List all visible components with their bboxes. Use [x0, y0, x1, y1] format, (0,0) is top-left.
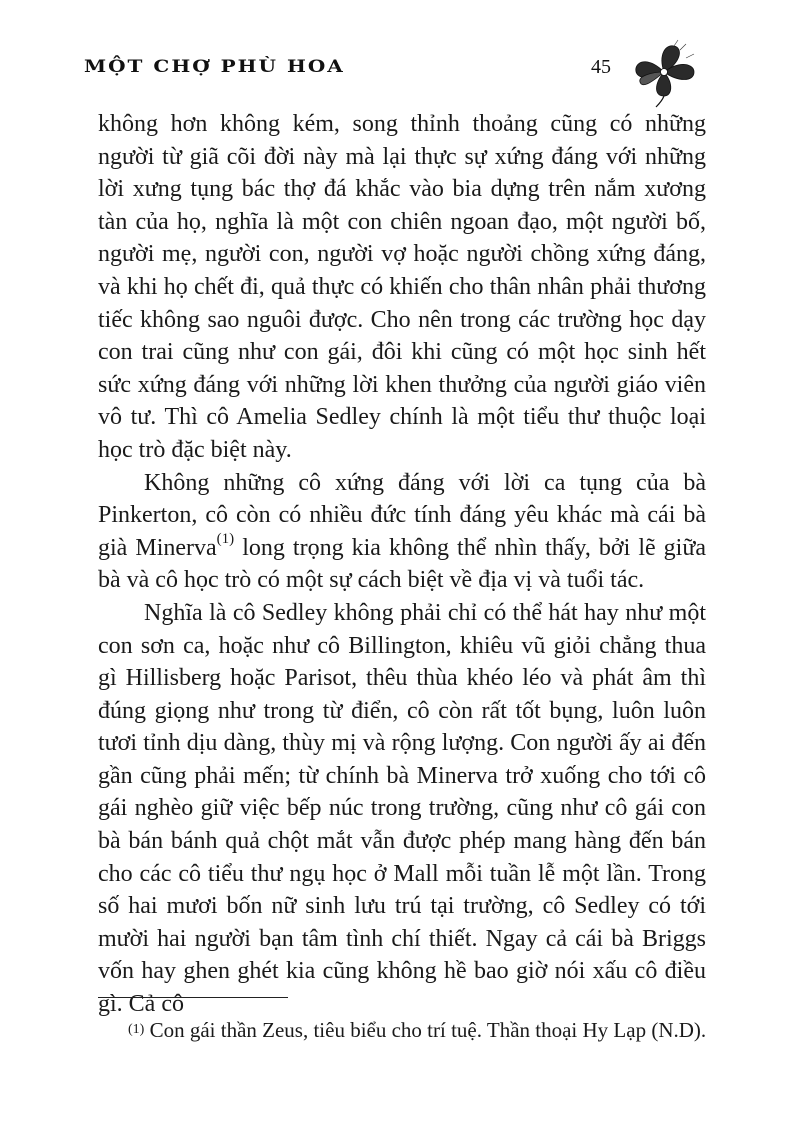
footnote-divider: [98, 997, 288, 998]
flower-ornament-icon: [628, 38, 700, 108]
footnote: [128, 1018, 728, 1043]
footnote-reference: (1): [216, 530, 235, 547]
paragraph-1: không hơn không kém, song thỉnh thoảng cũng có những người từ giã cõi đời này mà lại thực sự xứng đáng với những lời xưng tụng bác thợ đá khắc vào bia dựng trên nắm xương tàn của họ, nghĩa là một con chiên ngoan đạo, một người bố, người mẹ, người con, người vợ hoặc người chồng xứng đáng, và khi họ chết đi, quả thực có khiến cho thân nhân phải thương tiếc không sao nguôi được. Cho nên trong các trường học dạy con trai cũng như con gái, đôi khi cũng có một học sinh hết sức xứng đáng với những lời khen thưởng của người giáo viên vô tư. Thì cô Amelia Sedley chính là một tiểu thư thuộc loại học trò đặc biệt này.: [98, 111, 706, 463]
body-text: [98, 108, 706, 1021]
page-number: 45: [591, 56, 611, 78]
paragraph-2: [98, 467, 706, 597]
paragraph-3: Nghĩa là cô Sedley không phải chỉ có thể hát hay như một con sơn ca, hoặc như cô Billington, khiêu vũ giỏi chẳng thua gì Hillisberg hoặc Parisot, thêu thùa khéo léo và phát âm thì đúng giọng như trong từ điển, cô còn rất tốt bụng, luôn luôn tươi tỉnh dịu dàng, thùy mị và rộng lượng. Con người ấy ai đến gần cũng phải mến; từ chính bà Minerva trở xuống cho tới cô gái nghèo giữ việc bếp núc trong trường, cũng như cô gái con bà bán bánh quả chột mắt vẫn được phép mang hàng đến bán cho các cô tiểu thư ngụ học ở Mall mỗi tuần lễ một lần. Trong số hai mươi bốn nữ sinh lưu trú tại trường, cô Sedley có tới mười hai người bạn tâm tình chí thiết. Ngay cả cái bà Briggs vốn hay ghen ghét kia cũng không hề bao giờ nói xấu cô điều gì. Cả cô: [98, 599, 706, 1018]
paragraph-2-before-note: Không những cô xứng đáng với lời ca tụng của bà Pinkerton, cô còn có nhiều đức tính đáng yêu khác mà cái bà già Minerva: [98, 469, 706, 561]
footnote-marker: (1): [128, 1022, 145, 1037]
running-title: MỘT CHỢ PHÙ HOA: [84, 56, 345, 77]
footnote-text: Con gái thần Zeus, tiêu biểu cho trí tuệ. Thần thoại Hy Lạp (N.D).: [144, 1018, 707, 1042]
paragraph-2-after-note: long trọng kia không thể nhìn thấy, bởi lẽ giữa bà và cô học trò có một sự cách biệt về địa vị và tuổi tác.: [98, 534, 707, 594]
